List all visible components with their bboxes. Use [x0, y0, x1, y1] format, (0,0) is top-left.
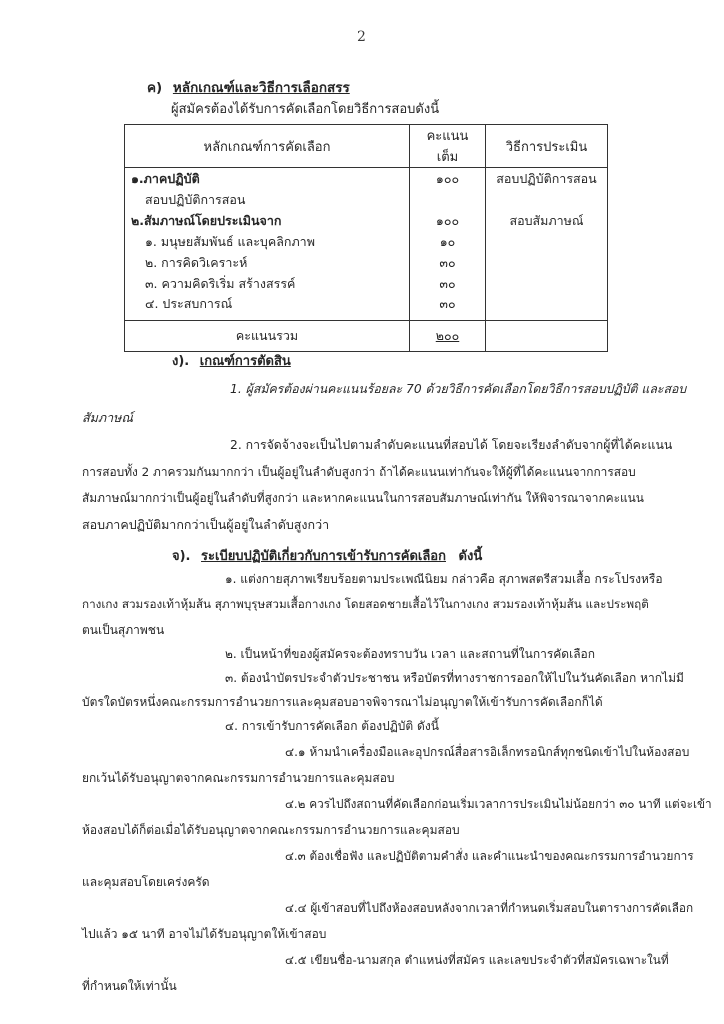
rule-line: ๔.๒ ควรไปถึงสถานที่คัดเลือกก่อนเริ่มเวลาการประเมินไม่น้อยกว่า ๓๐ นาที แต่จะเข้า — [285, 797, 712, 811]
table-row — [125, 210, 608, 231]
rule-line: ๒. เป็นหน้าที่ของผู้สมัครจะต้องทราบวัน เวลา และสถานที่ในการคัดเลือก — [225, 647, 596, 661]
rule-line: ห้องสอบได้ก็ต่อเมื่อได้รับอนุญาตจากคณะกรรมการอำนวยการและคุมสอบ — [82, 823, 460, 837]
score-cell: ๓๐ — [410, 273, 486, 294]
rule-line: และคุมสอบโดยเคร่งครัด — [82, 875, 210, 889]
rule-line: กางเกง สวมรองเท้าหุ้มส้น สุภาพบุรุษสวมเสื้อกางเกง โดยสอดชายเสื้อไว้ในกางเกง สวมรองเท้าหุ้มส้น และประพฤติ — [82, 597, 649, 611]
total-score: ๒๐๐ — [410, 321, 486, 352]
rule-line: ๔.๓ ต้องเชื่อฟัง และปฏิบัติตามคำสั่ง และคำแนะนำของคณะกรรมการอำนวยการ — [285, 849, 694, 863]
criterion-cell: ๓. ความคิดริเริ่ม สร้างสรรค์ — [125, 273, 410, 294]
section-d-heading — [172, 350, 291, 371]
method-cell — [486, 294, 608, 321]
rule-line: ที่กำหนดให้เท่านั้น — [82, 979, 177, 993]
rule-line: ๔.๑ ห้ามนำเครื่องมือและอุปกรณ์สื่อสารอิเล็กทรอนิกส์ทุกชนิดเข้าไปในห้องสอบ — [285, 745, 690, 759]
table-row — [125, 168, 608, 190]
section-e-title: ระเบียบปฏิบัติเกี่ยวกับการเข้ารับการคัดเลือก — [201, 549, 446, 564]
judgement-item-2-line-4: สอบภาคปฏิบัติมากกว่าเป็นผู้อยู่ในลำดับสูงกว่า — [82, 517, 330, 532]
section-c-marker: ค) — [147, 80, 163, 96]
rule-line: ยกเว้นได้รับอนุญาตจากคณะกรรมการอำนวยการและคุมสอบ — [82, 771, 395, 785]
header-criterion: หลักเกณฑ์การคัดเลือก — [125, 125, 410, 168]
method-cell — [486, 252, 608, 273]
score-cell: ๓๐ — [410, 294, 486, 321]
criterion-cell: ๒.สัมภาษณ์โดยประเมินจาก — [125, 210, 410, 231]
judgement-item-2-line-3: สัมภาษณ์มากกว่าเป็นผู้อยู่ในลำดับที่สูงกว่า และหากคะแนนในการสอบสัมภาษณ์เท่ากัน ให้พิจารณาจากคะแนน — [82, 491, 644, 505]
rule-line: ๑. แต่งกายสุภาพเรียบร้อยตามประเพณีนิยม กล่าวคือ สุภาพสตรีสวมเสื้อ กระโปรงหรือ — [225, 572, 663, 586]
section-e-heading — [172, 545, 482, 566]
section-d-title: เกณฑ์การตัดสิน — [199, 354, 291, 369]
method-cell: สอบสัมภาษณ์ — [486, 210, 608, 231]
section-c-title: หลักเกณฑ์และวิธีการเลือกสรร — [172, 80, 350, 96]
rule-line: ไปแล้ว ๑๕ นาที อาจไม่ได้รับอนุญาตให้เข้าสอบ — [82, 927, 327, 941]
criteria-table — [124, 124, 608, 352]
page-number: 2 — [357, 29, 366, 45]
section-e-title-suffix: ดังนี้ — [458, 549, 483, 564]
rule-line: ๓. ต้องนำบัตรประจำตัวประชาชน หรือบัตรที่ทางราชการออกให้ไปในวันคัดเลือก หากไม่มี — [225, 671, 684, 685]
header-full-score: คะแนนเต็ม — [410, 125, 486, 168]
score-cell: ๑๐๐ — [410, 210, 486, 231]
score-cell — [410, 189, 486, 210]
judgement-item-1-line-1: 1. ผู้สมัครต้องผ่านคะแนนร้อยละ 70 ด้วยวิธีการคัดเลือกโดยวิธีการสอบปฏิบัติ และสอบ — [230, 382, 687, 396]
method-cell — [486, 231, 608, 252]
criterion-cell: ๑.ภาคปฏิบัติ — [125, 168, 410, 190]
method-cell: สอบปฏิบัติการสอน — [486, 168, 608, 190]
score-cell: ๓๐ — [410, 252, 486, 273]
table-row — [125, 231, 608, 252]
table-total-row — [125, 321, 608, 352]
rule-line: ตนเป็นสุภาพชน — [82, 623, 165, 637]
section-d-marker: ง). — [172, 354, 190, 369]
table-row — [125, 252, 608, 273]
header-method: วิธีการประเมิน — [486, 125, 608, 168]
section-e-marker: จ). — [172, 549, 191, 564]
table-row — [125, 273, 608, 294]
criterion-cell: ๒. การคิดวิเคราะห์ — [125, 252, 410, 273]
section-c-heading — [147, 76, 350, 98]
method-cell — [486, 189, 608, 210]
rule-line: บัตรใดบัตรหนึ่งคณะกรรมการอำนวยการและคุมสอบอาจพิจารณาไม่อนุญาตให้เข้ารับการคัดเลือกก็ได้ — [82, 695, 603, 709]
table-row — [125, 294, 608, 321]
criterion-cell: สอบปฏิบัติการสอน — [125, 189, 410, 210]
table-header-row — [125, 125, 608, 168]
rule-line: ๔.๕ เขียนชื่อ-นามสกุล ตำแหน่งที่สมัคร และเลขประจำตัวที่สมัครเฉพาะในที่ — [285, 953, 669, 967]
judgement-item-2-line-2: การสอบทั้ง 2 ภาครวมกันมากกว่า เป็นผู้อยู่ในลำดับสูงกว่า ถ้าได้คะแนนเท่ากันจะให้ผู้ที่ได้คะแนนจากการสอบ — [82, 465, 636, 479]
criterion-cell: ๑. มนุษยสัมพันธ์ และบุคลิกภาพ — [125, 231, 410, 252]
rule-line: ๔. การเข้ารับการคัดเลือก ต้องปฏิบัติ ดังนี้ — [225, 719, 439, 733]
total-method-cell — [486, 321, 608, 352]
judgement-item-1-line-2: สัมภาษณ์ — [82, 410, 133, 425]
score-cell: ๑๐๐ — [410, 168, 486, 190]
rule-line: ๔.๔ ผู้เข้าสอบที่ไปถึงห้องสอบหลังจากเวลาที่กำหนดเริ่มสอบในตารางการคัดเลือก — [285, 901, 694, 915]
section-c-intro: ผู้สมัครต้องได้รับการคัดเลือกโดยวิธีการสอบดังนี้ — [171, 102, 440, 117]
criterion-cell: ๔. ประสบการณ์ — [125, 294, 410, 321]
method-cell — [486, 273, 608, 294]
judgement-item-2-line-1: 2. การจัดจ้างจะเป็นไปตามลำดับคะแนนที่สอบได้ โดยจะเรียงลำดับจากผู้ที่ได้คะแนน — [230, 438, 673, 452]
score-cell: ๑๐ — [410, 231, 486, 252]
table-row — [125, 189, 608, 210]
total-label: คะแนนรวม — [125, 321, 410, 352]
